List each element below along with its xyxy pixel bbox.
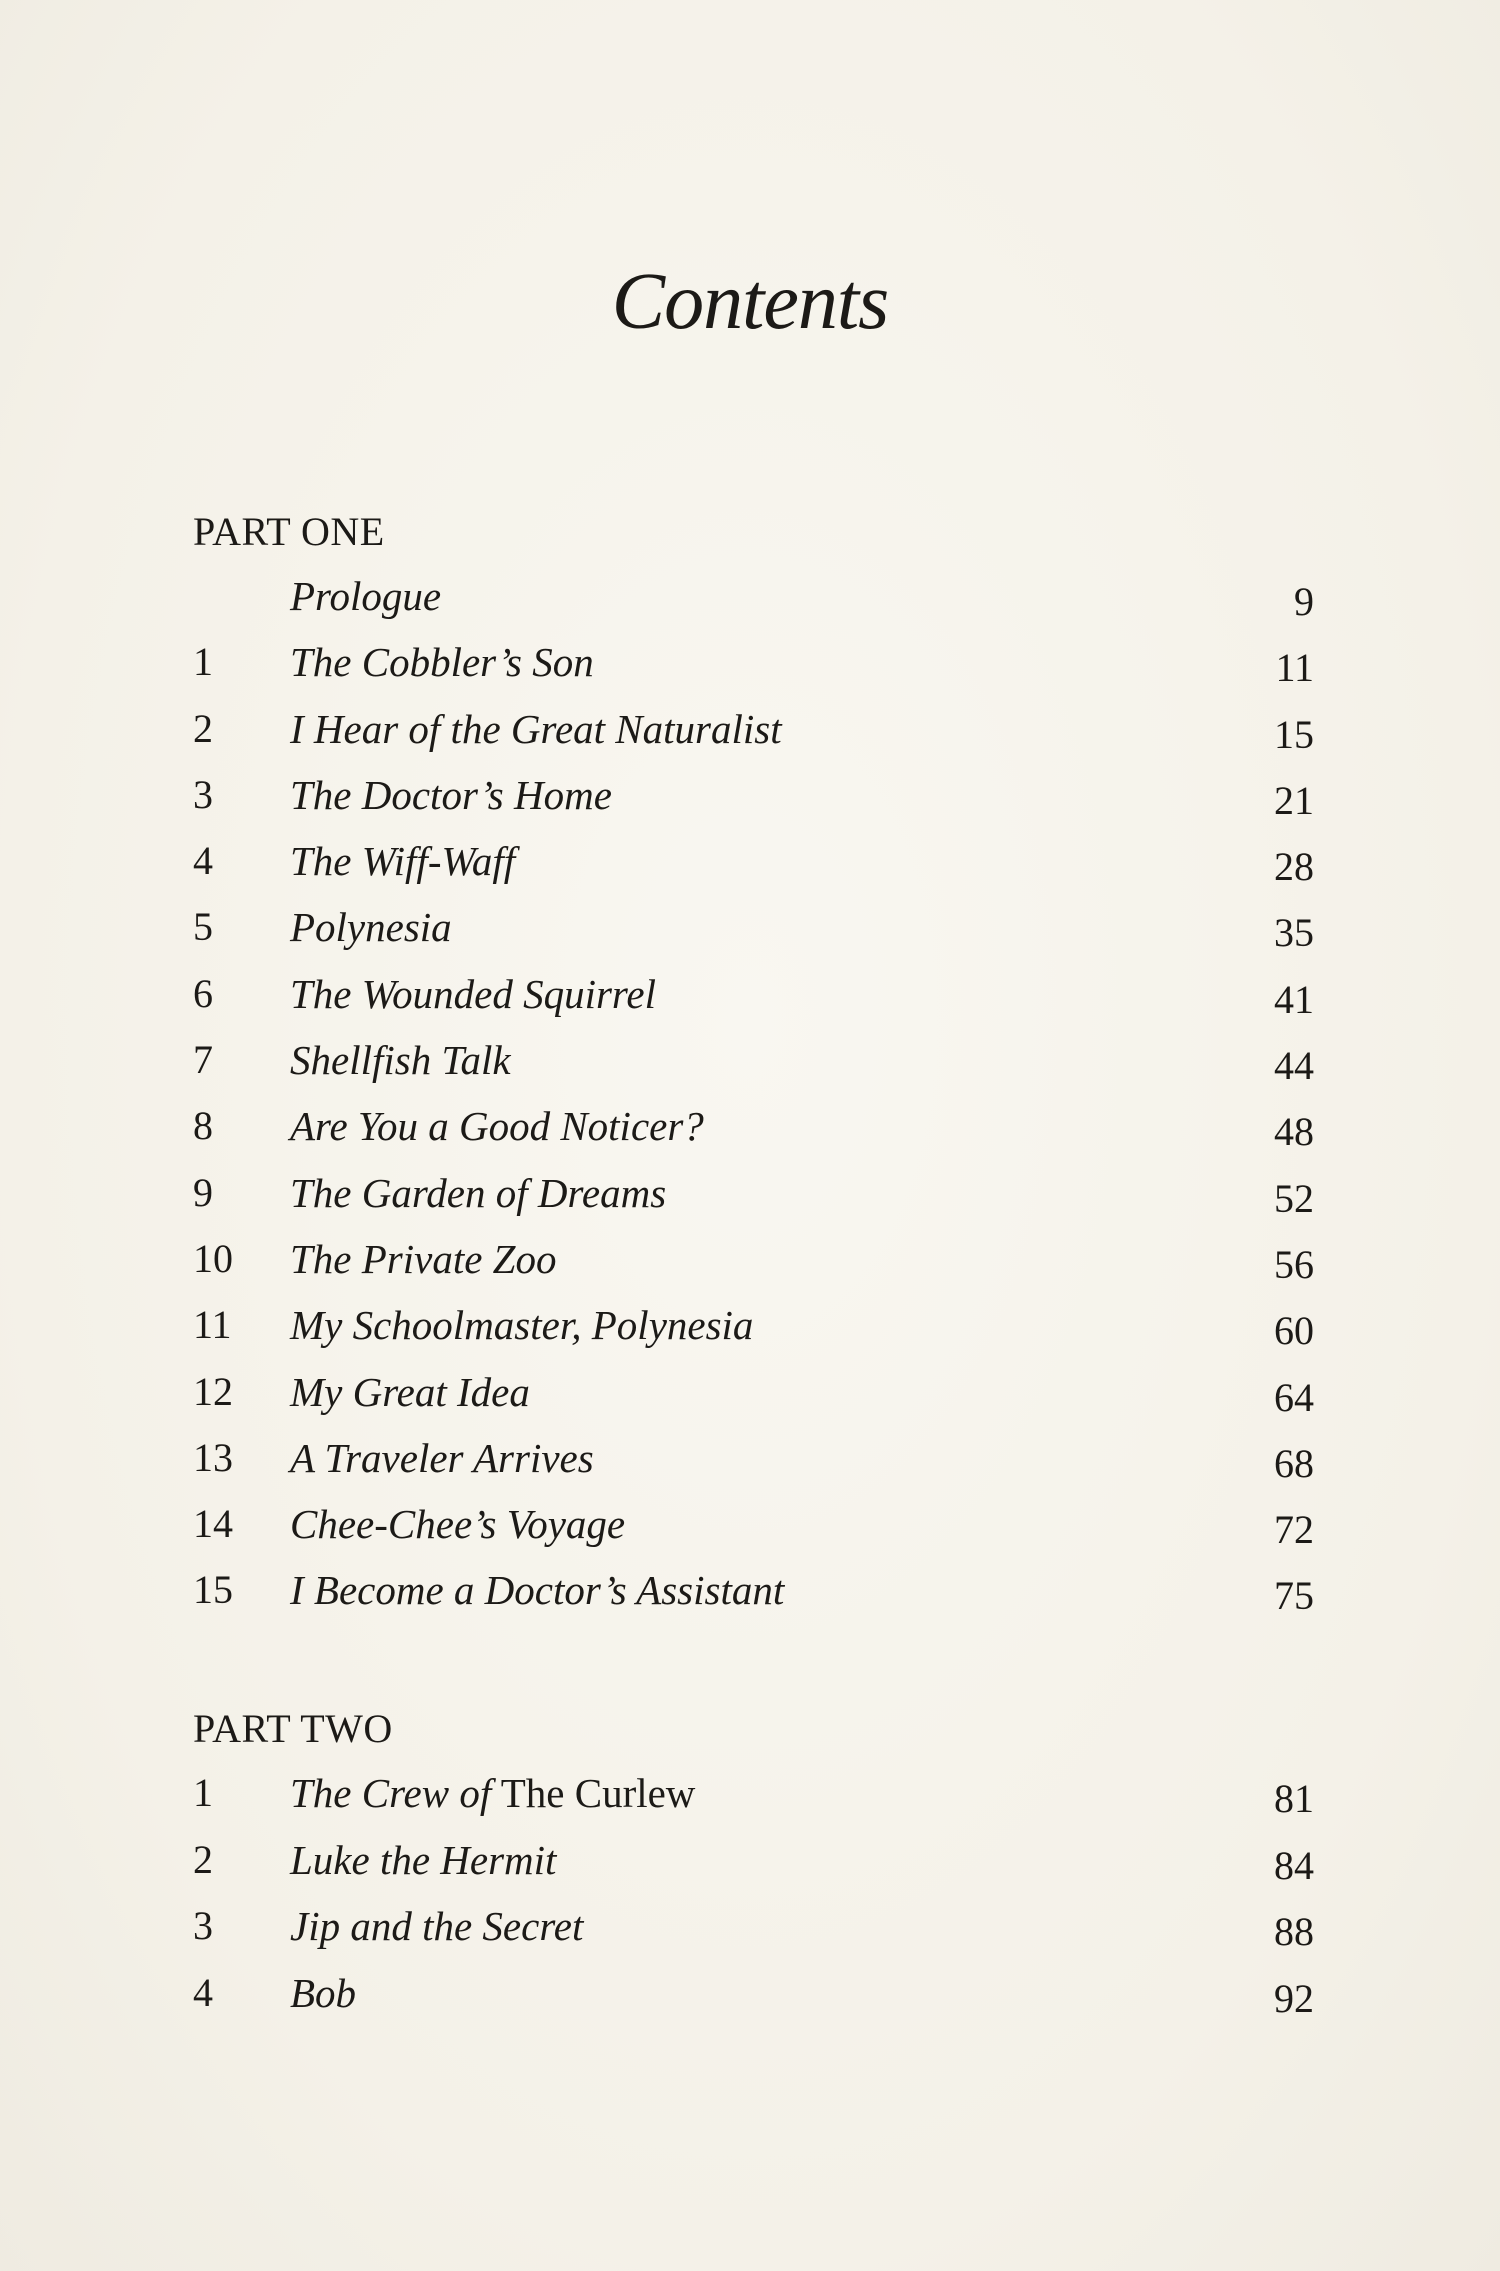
chapter-title-text: The Wounded Squirrel <box>290 970 656 1017</box>
page-number: 41 <box>1274 976 1314 1022</box>
page-number: 68 <box>1274 1440 1314 1486</box>
page-number: 84 <box>1274 1842 1314 1888</box>
chapter-number: 3 <box>193 1903 213 1948</box>
toc-entry <box>0 1301 1500 1367</box>
page-title: Contents <box>611 258 889 346</box>
page-number: 15 <box>1274 711 1314 757</box>
part-two-entries <box>0 1769 1500 2035</box>
toc-entry <box>0 1036 1500 1102</box>
chapter-title <box>290 1036 511 1084</box>
toc-entry <box>0 1235 1500 1301</box>
chapter-title <box>290 771 612 819</box>
toc-entry <box>0 1566 1500 1632</box>
chapter-number: 4 <box>193 1969 213 2015</box>
chapter-number: 9 <box>193 1169 213 1215</box>
chapter-number: 2 <box>193 705 213 751</box>
page-number: 21 <box>1274 777 1314 823</box>
chapter-title-text: The Crew of <box>290 1770 492 1816</box>
toc-entry <box>0 1902 1500 1969</box>
toc-entry <box>0 705 1500 771</box>
toc-entry <box>0 1500 1500 1566</box>
chapter-number: 15 <box>193 1567 233 1613</box>
chapter-title <box>290 970 656 1018</box>
chapter-title <box>290 1169 666 1217</box>
chapter-number: 3 <box>193 771 213 817</box>
chapter-title <box>290 1902 583 1950</box>
chapter-title <box>290 1566 784 1614</box>
chapter-title <box>290 1301 753 1349</box>
chapter-title-text: I Hear of the Great Naturalist <box>290 705 782 752</box>
toc-entry <box>0 1836 1500 1903</box>
page-number: 64 <box>1274 1374 1314 1420</box>
chapter-title-text: My Schoolmaster, Polynesia <box>290 1302 754 1349</box>
chapter-number: 8 <box>193 1103 213 1149</box>
chapter-title-text: Luke the Hermit <box>290 1836 557 1883</box>
chapter-title <box>290 1235 556 1283</box>
chapter-title <box>290 1368 530 1416</box>
chapter-title-text: A Traveler Arrives <box>290 1434 594 1481</box>
toc-entry <box>0 771 1500 837</box>
page-number: 88 <box>1274 1909 1314 1954</box>
page-number: 81 <box>1274 1776 1314 1821</box>
chapter-title-text: The Garden of Dreams <box>290 1169 667 1216</box>
chapter-title <box>290 1836 556 1884</box>
toc-entry <box>0 1434 1500 1500</box>
chapter-number: 6 <box>193 970 213 1016</box>
chapter-number: 4 <box>193 838 213 884</box>
page-number: 35 <box>1274 910 1314 956</box>
chapter-title-text: Are You a Good Noticer? <box>290 1103 704 1150</box>
toc-entry <box>0 1769 1500 1836</box>
chapter-title <box>290 1434 594 1482</box>
toc-entry <box>0 837 1500 903</box>
chapter-title-text: The Doctor’s Home <box>290 771 612 818</box>
toc-entry <box>0 970 1500 1036</box>
toc-entry <box>0 1169 1500 1235</box>
ship-name: The Curlew <box>491 1770 696 1816</box>
chapter-title <box>290 837 515 885</box>
chapter-title-text: Polynesia <box>290 904 452 951</box>
toc-entry <box>0 1969 1500 2036</box>
chapter-title <box>290 1969 356 2017</box>
toc-entry <box>0 638 1500 704</box>
chapter-title-text: Chee-Chee’s Voyage <box>290 1501 626 1548</box>
page-number: 44 <box>1274 1043 1314 1089</box>
page-number: 60 <box>1274 1308 1314 1354</box>
chapter-number: 1 <box>193 1770 213 1815</box>
page-number: 48 <box>1274 1109 1314 1155</box>
chapter-title <box>290 1102 704 1150</box>
page-number: 75 <box>1274 1573 1314 1619</box>
toc-entry <box>0 903 1500 969</box>
chapter-title <box>290 705 782 753</box>
chapter-title-text: Prologue <box>290 573 442 619</box>
page-number: 28 <box>1274 844 1314 890</box>
toc-entry <box>0 1368 1500 1434</box>
chapter-title-text: My Great Idea <box>290 1368 530 1415</box>
chapter-number: 13 <box>193 1434 233 1480</box>
part-one-heading: PART ONE <box>193 509 385 554</box>
chapter-title <box>290 903 452 951</box>
chapter-title-text: Bob <box>290 1969 357 2016</box>
chapter-number: 5 <box>193 904 213 950</box>
chapter-title <box>290 1500 625 1548</box>
page-number: 9 <box>1294 579 1314 624</box>
chapter-title-text: Shellfish Talk <box>290 1037 511 1084</box>
chapter-number: 14 <box>193 1501 233 1547</box>
chapter-title <box>290 638 594 686</box>
part-one-entries <box>0 572 1500 1633</box>
chapter-title-text: The Private Zoo <box>290 1235 557 1282</box>
page-number: 72 <box>1274 1507 1314 1553</box>
part-two-heading: PART TWO <box>193 1706 393 1751</box>
chapter-title-text: The Wiff-Waff <box>290 838 516 885</box>
chapter-title-text: The Cobbler’s Son <box>290 639 594 686</box>
chapter-title <box>290 1769 695 1817</box>
page-number: 11 <box>1275 645 1314 691</box>
page-number: 92 <box>1274 1975 1314 2021</box>
chapter-title <box>290 572 441 620</box>
toc-entry <box>0 572 1500 638</box>
chapter-number: 10 <box>193 1235 233 1281</box>
chapter-number: 11 <box>193 1302 232 1348</box>
chapter-number: 12 <box>193 1368 233 1414</box>
page-number: 52 <box>1274 1175 1314 1221</box>
chapter-number: 2 <box>193 1836 213 1882</box>
toc-entry <box>0 1102 1500 1168</box>
chapter-title-text: I Become a Doctor’s Assistant <box>290 1567 785 1614</box>
chapter-title-text: Jip and the Secret <box>290 1903 584 1949</box>
chapter-number: 7 <box>193 1037 213 1083</box>
chapter-number: 1 <box>193 639 213 685</box>
page-number: 56 <box>1274 1241 1314 1287</box>
